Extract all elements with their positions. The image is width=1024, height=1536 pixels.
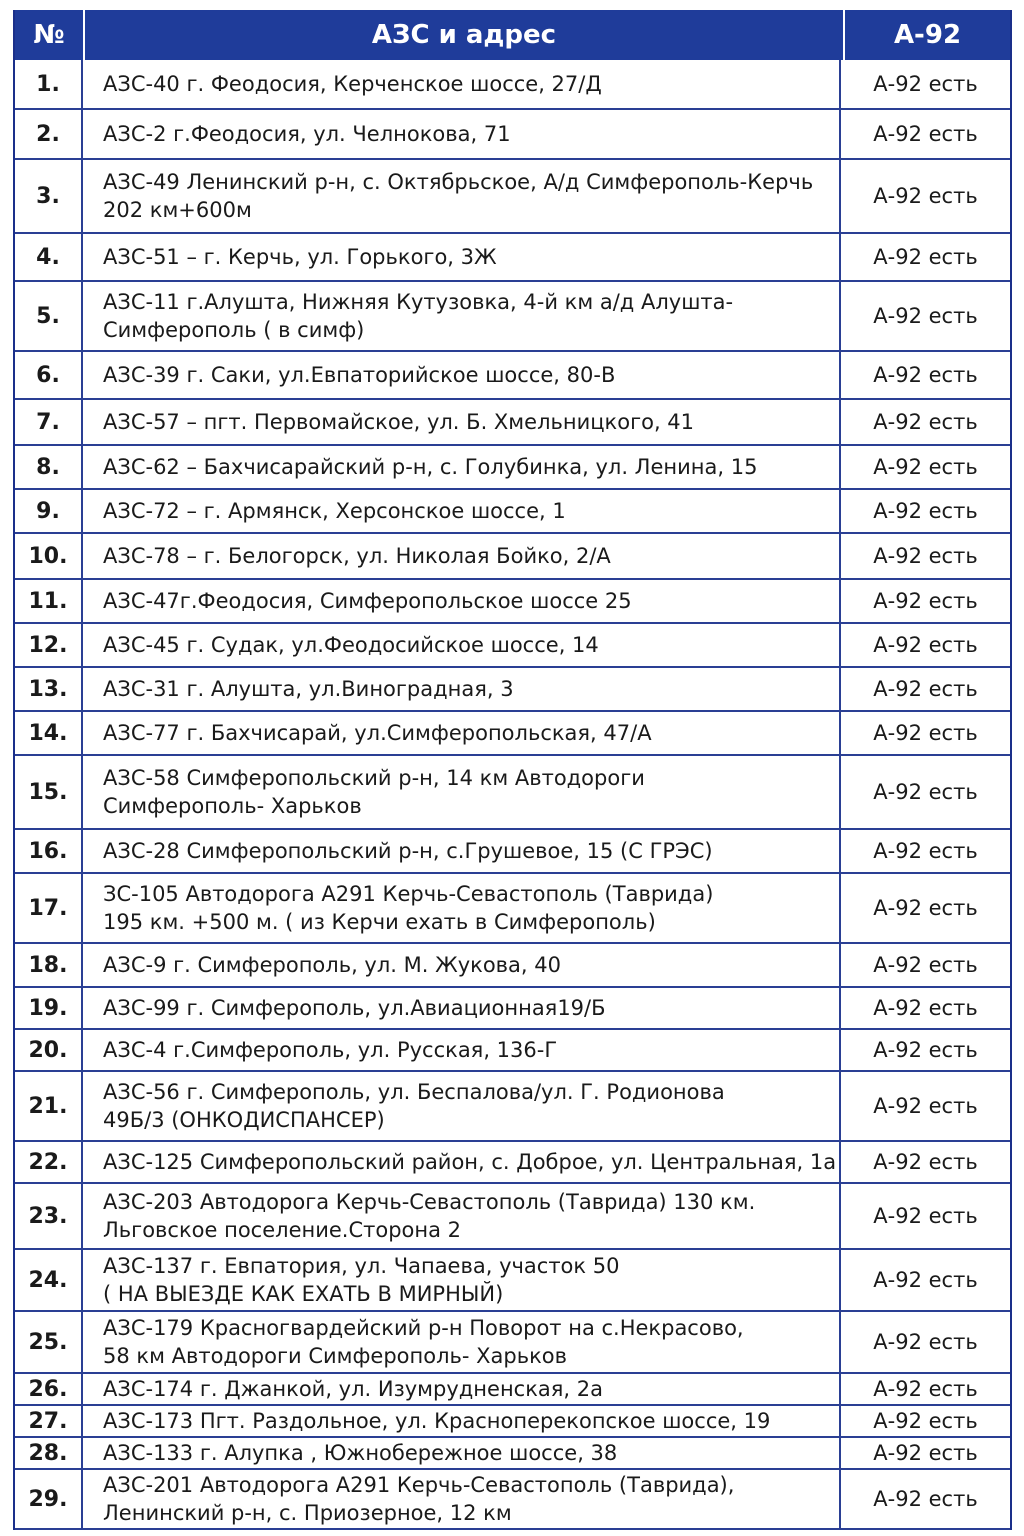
row-fuel-status: А-92 есть (873, 633, 978, 657)
row-number: 2. (15, 110, 83, 158)
table-body (15, 60, 1010, 1530)
row-fuel-status: А-92 есть (873, 677, 978, 701)
row-fuel-status: А-92 есть (873, 245, 978, 269)
table-row (15, 352, 1010, 400)
row-station-address: АЗС-62 – Бахчисарайский р-н, с. Голубинка, ул. Ленина, 15 (83, 446, 841, 488)
row-number: 1. (15, 60, 83, 108)
row-station-address: АЗС-47г.Феодосия, Симферопольское шоссе 25 (83, 580, 841, 622)
row-station-address: АЗС-179 Красногвардейский р-н Поворот на с.Некрасово, 58 км Автодороги Симферополь- Харьков (83, 1312, 841, 1372)
row-number: 17. (15, 874, 83, 942)
row-station-address: АЗС-173 Пгт. Раздольное, ул. Красноперекопское шоссе, 19 (83, 1406, 841, 1436)
row-station-address: АЗС-174 г. Джанкой, ул. Изумрудненская, 2а (83, 1374, 841, 1404)
row-number: 4. (15, 234, 83, 280)
table-row (15, 1406, 1010, 1438)
row-station-address: АЗС-203 Автодорога Керчь-Севастополь (Таврида) 130 км. Льговское поселение.Сторона 2 (83, 1184, 841, 1248)
row-fuel-status: А-92 есть (873, 1487, 978, 1511)
row-number: 21. (15, 1072, 83, 1140)
row-number: 25. (15, 1312, 83, 1372)
table-row (15, 712, 1010, 756)
row-station-address: АЗС-133 г. Алупка , Южнобережное шоссе, 38 (83, 1438, 841, 1468)
table-row (15, 1142, 1010, 1184)
row-number: 13. (15, 668, 83, 710)
row-number: 14. (15, 712, 83, 754)
row-station-address: АЗС-58 Симферопольский р-н, 14 км Автодороги Симферополь- Харьков (83, 756, 841, 828)
table-row (15, 534, 1010, 580)
row-fuel-status: А-92 есть (873, 1330, 978, 1354)
row-number: 3. (15, 160, 83, 232)
row-fuel-status: А-92 есть (873, 410, 978, 434)
row-fuel-status: А-92 есть (873, 1268, 978, 1292)
row-number: 27. (15, 1406, 83, 1436)
table-row (15, 400, 1010, 446)
row-station-address: АЗС-4 г.Симферополь, ул. Русская, 136-Г (83, 1030, 841, 1070)
table-row (15, 668, 1010, 712)
row-number: 11. (15, 580, 83, 622)
row-number: 16. (15, 830, 83, 872)
table-row (15, 1250, 1010, 1312)
row-number: 10. (15, 534, 83, 578)
row-fuel-status: А-92 есть (873, 72, 978, 96)
table-row (15, 1438, 1010, 1470)
row-station-address: АЗС-31 г. Алушта, ул.Виноградная, 3 (83, 668, 841, 710)
fuel-stations-table (13, 10, 1012, 1530)
table-row (15, 1030, 1010, 1072)
row-number: 28. (15, 1438, 83, 1468)
row-fuel-status: А-92 есть (873, 363, 978, 387)
row-number: 9. (15, 490, 83, 532)
row-station-address: АЗС-2 г.Феодосия, ул. Челнокова, 71 (83, 110, 841, 158)
row-fuel-status: А-92 есть (873, 780, 978, 804)
row-number: 5. (15, 282, 83, 350)
table-row (15, 234, 1010, 282)
row-fuel-status: А-92 есть (873, 184, 978, 208)
row-fuel-status: А-92 есть (873, 1377, 978, 1401)
row-station-address: АЗС-49 Ленинский р-н, с. Октябрьское, А/д Симферополь-Керчь 202 км+600м (83, 160, 841, 232)
row-number: 20. (15, 1030, 83, 1070)
row-fuel-status: А-92 есть (873, 839, 978, 863)
row-fuel-status: А-92 есть (873, 721, 978, 745)
row-fuel-status: А-92 есть (873, 544, 978, 568)
row-number: 7. (15, 400, 83, 444)
row-station-address: АЗС-40 г. Феодосия, Керченское шоссе, 27/Д (83, 60, 841, 108)
row-number: 19. (15, 988, 83, 1028)
row-fuel-status: А-92 есть (873, 1441, 978, 1465)
row-station-address: АЗС-125 Симферопольский район, с. Доброе, ул. Центральная, 1а (83, 1142, 841, 1182)
header-number: № (15, 10, 85, 60)
row-fuel-status: А-92 есть (873, 1094, 978, 1118)
row-number: 6. (15, 352, 83, 398)
row-station-address: АЗС-9 г. Симферополь, ул. М. Жукова, 40 (83, 944, 841, 986)
row-station-address: АЗС-137 г. Евпатория, ул. Чапаева, участок 50 ( НА ВЫЕЗДЕ КАК ЕХАТЬ В МИРНЫЙ) (83, 1250, 841, 1310)
row-number: 22. (15, 1142, 83, 1182)
row-station-address: АЗС-11 г.Алушта, Нижняя Кутузовка, 4-й км а/д Алушта- Симферополь ( в симф) (83, 282, 841, 350)
row-fuel-status: А-92 есть (873, 1204, 978, 1228)
table-row (15, 1374, 1010, 1406)
table-row (15, 1312, 1010, 1374)
row-number: 8. (15, 446, 83, 488)
table-row (15, 446, 1010, 490)
row-number: 15. (15, 756, 83, 828)
row-fuel-status: А-92 есть (873, 304, 978, 328)
row-fuel-status: А-92 есть (873, 589, 978, 613)
row-fuel-status: А-92 есть (873, 953, 978, 977)
row-station-address: АЗС-45 г. Судак, ул.Феодосийское шоссе, 14 (83, 624, 841, 666)
table-header (15, 10, 1010, 60)
row-number: 23. (15, 1184, 83, 1248)
table-row (15, 944, 1010, 988)
table-row (15, 60, 1010, 110)
row-number: 12. (15, 624, 83, 666)
row-fuel-status: А-92 есть (873, 499, 978, 523)
row-fuel-status: А-92 есть (873, 1038, 978, 1062)
row-number: 26. (15, 1374, 83, 1404)
table-row (15, 490, 1010, 534)
row-number: 18. (15, 944, 83, 986)
header-station-address: АЗС и адрес (85, 10, 845, 60)
table-row (15, 580, 1010, 624)
row-fuel-status: А-92 есть (873, 455, 978, 479)
row-station-address: АЗС-51 – г. Керчь, ул. Горького, 3Ж (83, 234, 841, 280)
row-number: 29. (15, 1470, 83, 1528)
row-fuel-status: А-92 есть (873, 1409, 978, 1433)
table-row (15, 756, 1010, 830)
row-station-address: АЗС-201 Автодорога А291 Керчь-Севастополь (Таврида), Ленинский р-н, с. Приозерное, 12 км (83, 1470, 841, 1528)
row-fuel-status: А-92 есть (873, 896, 978, 920)
row-station-address: АЗС-78 – г. Белогорск, ул. Николая Бойко, 2/А (83, 534, 841, 578)
row-station-address: АЗС-39 г. Саки, ул.Евпаторийское шоссе, 80-В (83, 352, 841, 398)
row-number: 24. (15, 1250, 83, 1310)
row-station-address: ЗС-105 Автодорога А291 Керчь-Севастополь (Таврида) 195 км. +500 м. ( из Керчи ехать в Симферополь) (83, 874, 841, 942)
table-row (15, 874, 1010, 944)
row-station-address: АЗС-28 Симферопольский р-н, с.Грушевое, 15 (С ГРЭС) (83, 830, 841, 872)
table-row (15, 1184, 1010, 1250)
row-station-address: АЗС-57 – пгт. Первомайское, ул. Б. Хмельницкого, 41 (83, 400, 841, 444)
row-fuel-status: А-92 есть (873, 1150, 978, 1174)
table-row (15, 110, 1010, 160)
row-station-address: АЗС-77 г. Бахчисарай, ул.Симферопольская, 47/А (83, 712, 841, 754)
row-station-address: АЗС-72 – г. Армянск, Херсонское шоссе, 1 (83, 490, 841, 532)
table-row (15, 1072, 1010, 1142)
table-row (15, 282, 1010, 352)
table-row (15, 160, 1010, 234)
table-row (15, 1470, 1010, 1530)
row-station-address: АЗС-99 г. Симферополь, ул.Авиационная19/Б (83, 988, 841, 1028)
row-station-address: АЗС-56 г. Симферополь, ул. Беспалова/ул. Г. Родионова 49Б/3 (ОНКОДИСПАНСЕР) (83, 1072, 841, 1140)
table-row (15, 830, 1010, 874)
row-fuel-status: А-92 есть (873, 122, 978, 146)
header-fuel: А-92 (893, 20, 962, 50)
table-row (15, 988, 1010, 1030)
row-fuel-status: А-92 есть (873, 996, 978, 1020)
table-row (15, 624, 1010, 668)
